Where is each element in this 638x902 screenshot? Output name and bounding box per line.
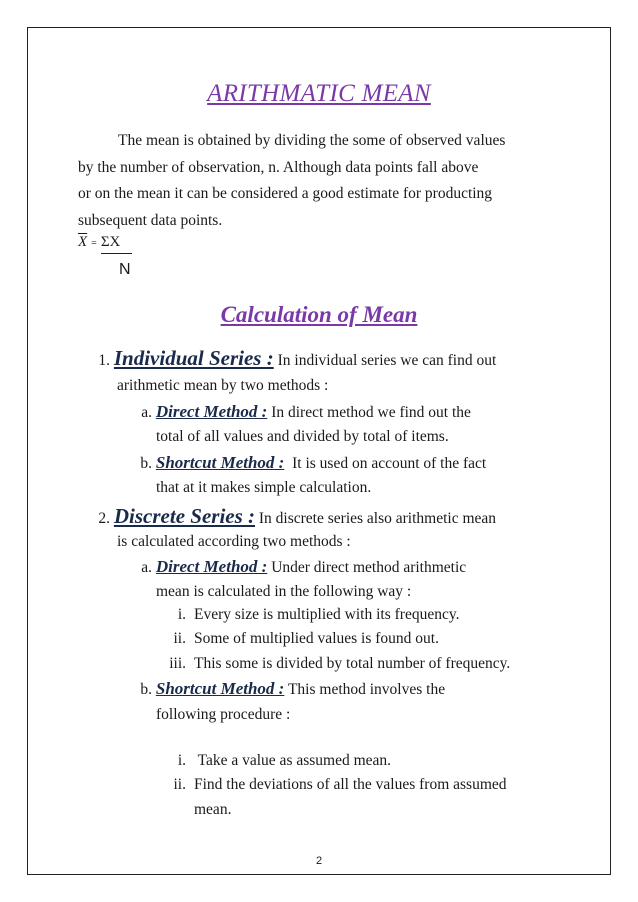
list-text: It is used on account of the fact xyxy=(284,455,487,472)
list-item xyxy=(88,346,496,371)
sub-list-item xyxy=(130,557,466,577)
step-text: This some is divided by total number of frequency. xyxy=(194,655,511,672)
intro-paragraph xyxy=(78,128,570,234)
step-marker: ii. xyxy=(173,630,186,647)
section-heading: Discrete Series : xyxy=(113,504,256,528)
method-heading: Direct Method : xyxy=(155,402,268,421)
list-text: Under direct method arithmetic xyxy=(267,559,467,576)
sub-list-marker: a. xyxy=(141,404,152,421)
list-text: This method involves the xyxy=(284,681,446,698)
formula-numerator: ΣX xyxy=(101,234,133,254)
method-heading: Direct Method : xyxy=(155,557,268,576)
list-item xyxy=(88,504,496,529)
list-text: In discrete series also arithmetic mean xyxy=(255,510,497,527)
formula-x-bar: $\overline{X}$ xyxy=(78,234,88,250)
mean-formula xyxy=(78,234,132,254)
sub-list-marker: a. xyxy=(141,559,152,576)
step-marker: i. xyxy=(177,606,186,623)
list-number: 1. xyxy=(98,352,110,369)
step-marker: ii. xyxy=(173,776,186,793)
step-item xyxy=(160,752,391,770)
step-marker: i. xyxy=(177,752,186,769)
list-text: is calculated according two methods : xyxy=(117,533,351,550)
method-heading: Shortcut Method : xyxy=(155,679,285,698)
page-number: 2 xyxy=(315,855,323,867)
list-text: following procedure : xyxy=(156,706,291,723)
sub-list-item xyxy=(130,679,445,699)
sub-list-item xyxy=(130,402,471,422)
list-text: mean is calculated in the following way : xyxy=(156,583,412,600)
step-text: mean. xyxy=(194,801,232,818)
list-text: In individual series we can find out xyxy=(273,352,497,369)
list-text: total of all values and divided by total of items. xyxy=(156,428,449,445)
step-text: Take a value as assumed mean. xyxy=(194,752,392,769)
step-text: Some of multiplied values is found out. xyxy=(194,630,439,647)
section-title: Calculation of Mean xyxy=(220,302,418,327)
intro-line: subsequent data points. xyxy=(78,211,223,229)
step-item xyxy=(160,630,439,648)
list-text: that at it makes simple calculation. xyxy=(156,479,372,496)
step-marker: iii. xyxy=(169,655,186,672)
step-item xyxy=(160,776,507,794)
sub-list-item xyxy=(130,453,486,473)
sub-list-marker: b. xyxy=(140,455,152,472)
step-text: Find the deviations of all the values from assumed xyxy=(194,776,507,793)
section-heading: Individual Series : xyxy=(113,346,274,370)
formula-equals: = xyxy=(91,238,97,249)
list-text: arithmetic mean by two methods : xyxy=(117,377,329,394)
list-number: 2. xyxy=(98,510,110,527)
formula-denominator: N xyxy=(119,261,131,278)
intro-line: or on the mean it can be considered a good estimate for producting xyxy=(78,185,493,202)
page-title: ARITHMATIC MEAN xyxy=(207,80,431,107)
step-text: Every size is multiplied with its frequency. xyxy=(194,606,460,623)
intro-line: The mean is obtained by dividing the some of observed values xyxy=(118,132,506,149)
step-item xyxy=(160,655,510,673)
step-item xyxy=(160,606,459,624)
method-heading: Shortcut Method : xyxy=(155,453,285,472)
sub-list-marker: b. xyxy=(140,681,152,698)
list-text: In direct method we find out the xyxy=(267,404,471,421)
intro-line: by the number of observation, n. Although data points fall above xyxy=(78,158,479,176)
